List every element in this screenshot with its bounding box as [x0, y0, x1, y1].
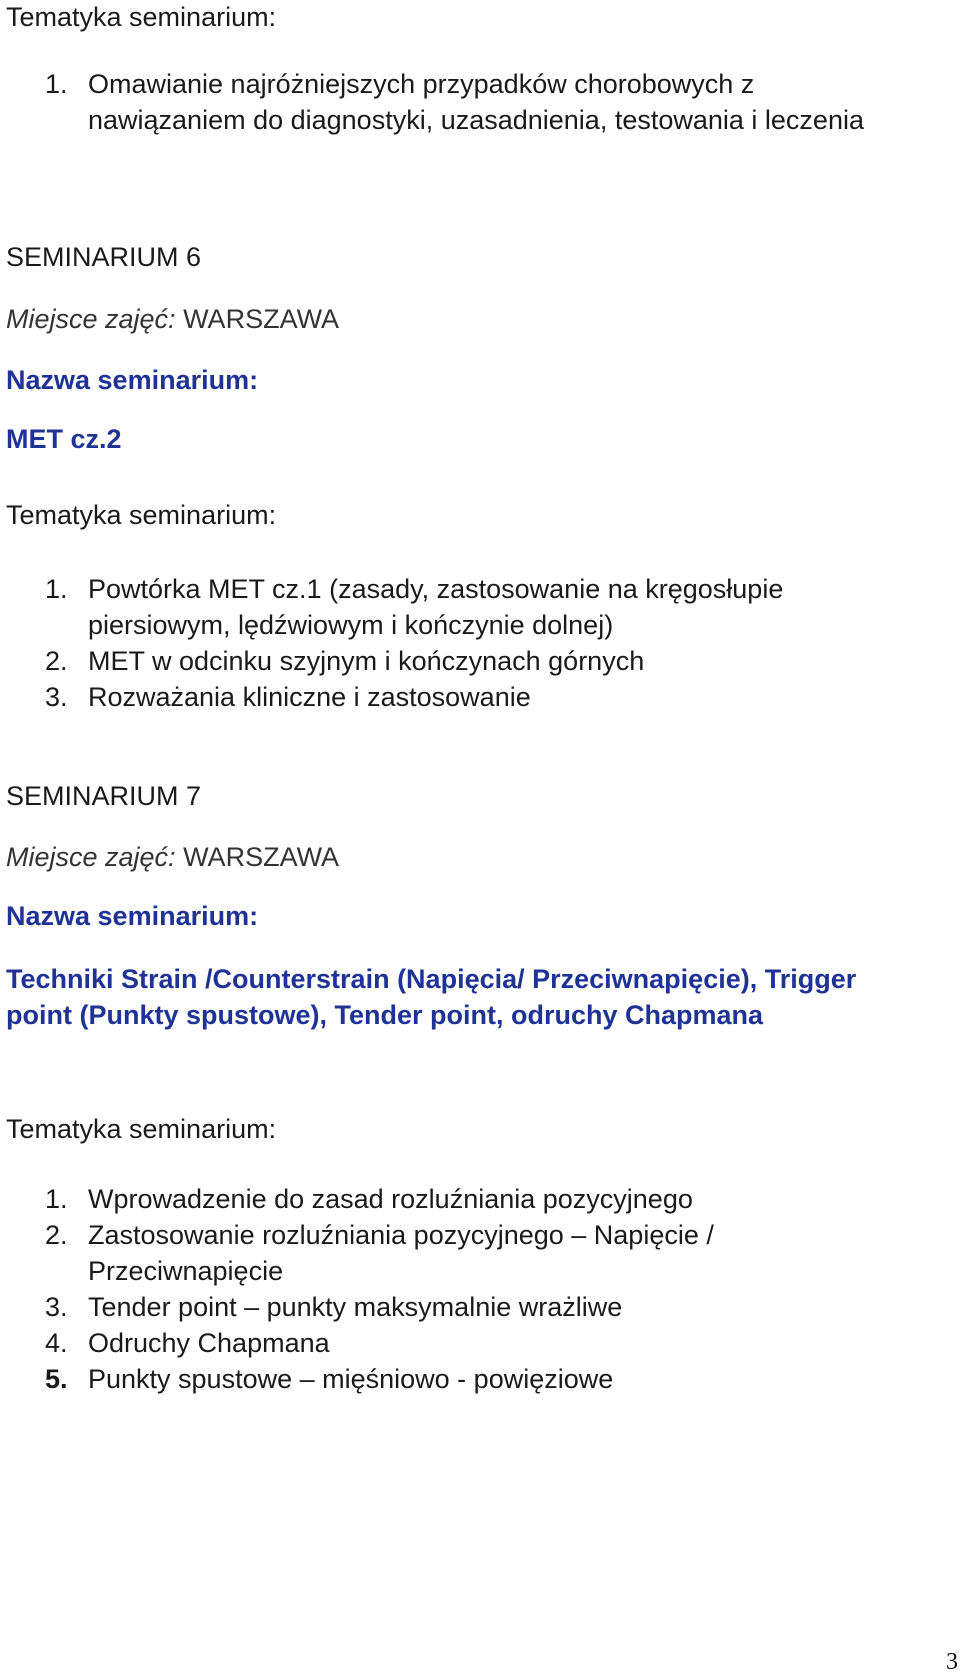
list-item	[6, 571, 906, 643]
list-item-number: 4.	[45, 1328, 68, 1358]
list-item-number: 2.	[45, 646, 68, 676]
seminar-6-name: MET cz.2	[6, 424, 122, 454]
list-item-number: 2.	[45, 1220, 68, 1250]
list-item-number: 3.	[45, 682, 68, 712]
seminar-7-name: Techniki Strain /Counterstrain (Napięcia/ Przeciwnapięcie), Trigger point (Punkty spustowe), Tender point, odruchy Chapmana	[6, 964, 857, 1030]
list-item-number: 1.	[45, 1184, 68, 1214]
list-item-text: Omawianie najróżniejszych przypadków chorobowych z nawiązaniem do diagnostyki, uzasadnienia, testowania i leczenia	[88, 69, 864, 135]
seminar-6-location	[6, 302, 339, 336]
seminar-7-title: SEMINARIUM 7	[6, 781, 202, 811]
list-item-text: Odruchy Chapmana	[88, 1328, 330, 1358]
seminar-6-title: SEMINARIUM 6	[6, 242, 202, 272]
list-item-number: 1.	[45, 69, 68, 99]
list-item-number: 3.	[45, 1292, 68, 1322]
location-label: Miejsce zajęć:	[6, 304, 176, 334]
location-value: WARSZAWA	[183, 842, 340, 872]
seminar-7-topic-list	[6, 1181, 906, 1397]
seminar-6-nazwa-label: Nazwa seminarium:	[6, 365, 259, 395]
seminar-6-topic-list	[6, 571, 906, 715]
list-item-number: 5.	[45, 1364, 68, 1394]
topic-list-top	[6, 66, 906, 138]
tematyka-heading-top: Tematyka seminarium:	[6, 2, 277, 32]
list-item	[6, 66, 906, 138]
list-item	[6, 1217, 906, 1289]
list-item	[6, 643, 906, 679]
page-number: 3	[946, 1649, 958, 1675]
location-label: Miejsce zajęć:	[6, 842, 176, 872]
list-item-text: MET w odcinku szyjnym i kończynach górnych	[88, 646, 645, 676]
list-item-text: Powtórka MET cz.1 (zasady, zastosowanie na kręgosłupie piersiowym, lędźwiowym i kończynie dolnej)	[88, 574, 784, 640]
list-item	[6, 1181, 906, 1217]
list-item-text: Zastosowanie rozluźniania pozycyjnego – Napięcie / Przeciwnapięcie	[88, 1220, 714, 1286]
seminar-7-location	[6, 840, 339, 874]
list-item-number: 1.	[45, 574, 68, 604]
list-item	[6, 1361, 906, 1397]
list-item-text: Punkty spustowe – mięśniowo - powięziowe	[88, 1364, 614, 1394]
seminar-6-tematyka-heading: Tematyka seminarium:	[6, 500, 277, 530]
list-item-text: Tender point – punkty maksymalnie wrażliwe	[88, 1292, 623, 1322]
list-item	[6, 1325, 906, 1361]
list-item-text: Wprowadzenie do zasad rozluźniania pozycyjnego	[88, 1184, 693, 1214]
seminar-7-tematyka-heading: Tematyka seminarium:	[6, 1114, 277, 1144]
list-item	[6, 1289, 906, 1325]
list-item	[6, 679, 906, 715]
location-value: WARSZAWA	[183, 304, 340, 334]
list-item-text: Rozważania kliniczne i zastosowanie	[88, 682, 531, 712]
seminar-7-nazwa-label: Nazwa seminarium:	[6, 901, 259, 931]
